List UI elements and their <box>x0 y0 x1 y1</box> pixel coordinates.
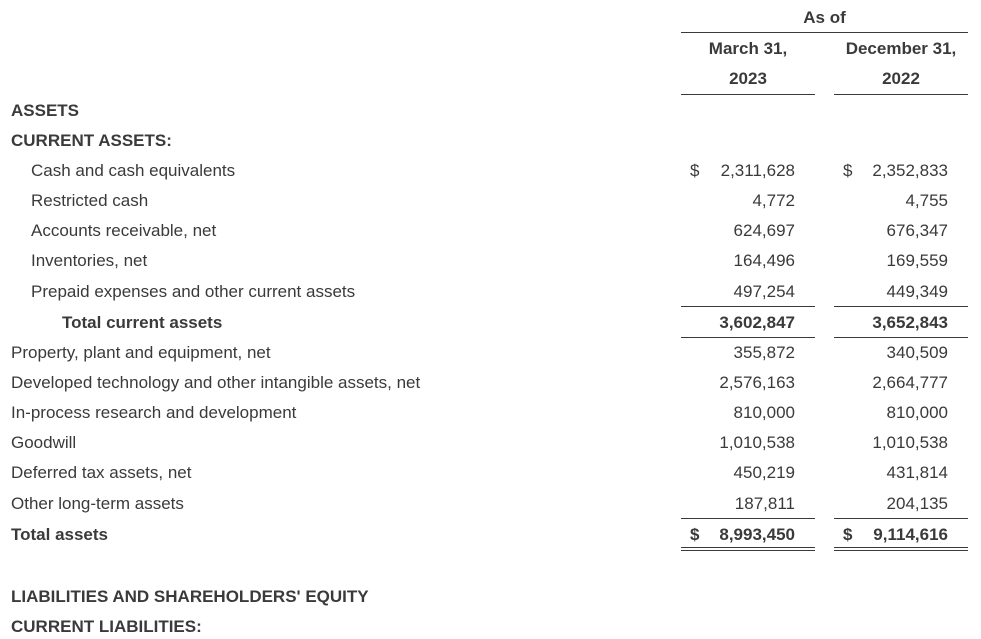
row-label: Inventories, net <box>31 251 148 270</box>
col2-header-rule <box>834 94 968 95</box>
value-mar-2023: 164,496 <box>733 251 795 270</box>
value-mar-2023: 810,000 <box>733 403 795 422</box>
value-dec-2022: 449,349 <box>886 282 948 301</box>
row-label: Developed technology and other intangible assets, net <box>11 373 421 392</box>
value-dec-2022: 204,135 <box>886 494 948 513</box>
table-row <box>0 159 981 183</box>
value-dec-2022: 1,010,538 <box>872 433 948 452</box>
value-mar-2023: 8,993,450 <box>719 525 795 544</box>
value-dec-2022: 2,352,833 <box>872 161 948 180</box>
value-mar-2023: 187,811 <box>734 494 795 513</box>
table-row <box>0 189 981 213</box>
row-label: Total current assets <box>62 313 223 332</box>
double-rule-top <box>834 547 968 548</box>
value-mar-2023: 2,311,628 <box>720 161 795 180</box>
table-row <box>0 461 981 485</box>
col2-header-line1: December 31, <box>845 39 957 58</box>
row-label: Other long-term assets <box>11 494 184 513</box>
liabilities-equity-title: LIABILITIES AND SHAREHOLDERS' EQUITY <box>11 587 369 606</box>
value-dec-2022: 9,114,616 <box>873 525 948 544</box>
double-rule-bottom <box>834 550 968 551</box>
value-mar-2023: 2,576,163 <box>719 373 795 392</box>
table-row <box>0 431 981 455</box>
table-row <box>0 341 981 365</box>
row-label: Cash and cash equivalents <box>31 161 236 180</box>
currency-symbol: $ <box>843 525 853 544</box>
currency-symbol: $ <box>690 161 700 180</box>
value-mar-2023: 497,254 <box>733 282 795 301</box>
as-of-header: As of <box>803 8 846 27</box>
value-dec-2022: 3,652,843 <box>872 313 948 332</box>
table-row <box>0 280 981 304</box>
subtotal-rule <box>834 306 968 307</box>
col1-header-line2: 2023 <box>729 69 767 88</box>
table-row <box>0 371 981 395</box>
value-mar-2023: 450,219 <box>733 463 795 482</box>
value-mar-2023: 1,010,538 <box>719 433 795 452</box>
row-label: Restricted cash <box>31 191 149 210</box>
double-rule-top <box>681 547 815 548</box>
table-row <box>0 492 981 516</box>
value-dec-2022: 4,755 <box>905 191 948 210</box>
row-label: Property, plant and equipment, net <box>11 343 271 362</box>
table-row <box>0 219 981 243</box>
row-label: Deferred tax assets, net <box>11 463 192 482</box>
assets-title: ASSETS <box>11 101 80 120</box>
row-label: Prepaid expenses and other current assets <box>31 282 356 301</box>
total-rule <box>834 337 968 338</box>
current-assets-title: CURRENT ASSETS: <box>11 131 172 150</box>
value-dec-2022: 810,000 <box>886 403 948 422</box>
col2-header-line2: 2022 <box>882 69 920 88</box>
value-dec-2022: 169,559 <box>886 251 948 270</box>
current-liabilities-title: CURRENT LIABILITIES: <box>11 617 202 636</box>
value-dec-2022: 431,814 <box>886 463 948 482</box>
row-label: Goodwill <box>11 433 77 452</box>
table-row-total <box>0 311 981 335</box>
subtotal-rule <box>834 518 968 519</box>
value-dec-2022: 340,509 <box>886 343 948 362</box>
currency-symbol: $ <box>843 161 853 180</box>
row-label: Accounts receivable, net <box>31 221 217 240</box>
value-dec-2022: 2,664,777 <box>872 373 948 392</box>
total-rule <box>681 337 815 338</box>
row-label: In-process research and development <box>11 403 297 422</box>
value-dec-2022: 676,347 <box>886 221 948 240</box>
subtotal-rule <box>681 518 815 519</box>
table-row-total <box>0 523 981 547</box>
as-of-rule <box>681 32 968 33</box>
value-mar-2023: 624,697 <box>733 221 795 240</box>
value-mar-2023: 4,772 <box>752 191 795 210</box>
double-rule-bottom <box>681 550 815 551</box>
col1-header-line1: March 31, <box>708 39 788 58</box>
col1-header-rule <box>681 94 815 95</box>
table-row <box>0 249 981 273</box>
table-row <box>0 401 981 425</box>
subtotal-rule <box>681 306 815 307</box>
currency-symbol: $ <box>690 525 700 544</box>
value-mar-2023: 355,872 <box>733 343 795 362</box>
value-mar-2023: 3,602,847 <box>719 313 795 332</box>
row-label: Total assets <box>11 525 109 544</box>
